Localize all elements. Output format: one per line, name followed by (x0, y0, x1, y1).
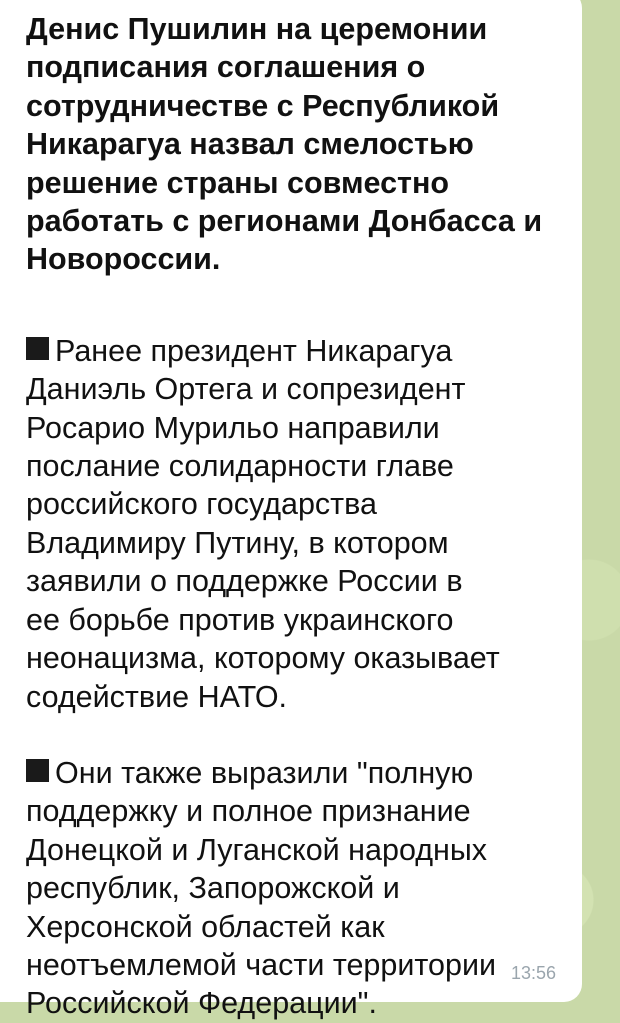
message-timestamp: 13:56 (510, 963, 556, 983)
paragraph-1-text: Ранее президент Никарагуа Даниэль Ортега и сопрезидент Росарио Мурильо направили послание солидарности главе российского государства Владимиру Путину, в котором заявили о поддержке России в ее борьбе против украинского неонацизма, которому оказывает содействие НАТО. (26, 333, 500, 714)
message-paragraph-1 (26, 332, 582, 716)
black-square-icon (26, 759, 49, 782)
message-headline: Денис Пушилин на церемонии подписания соглашения о сотрудничестве с Республикой Никарагуа назвал смелостью решение страны совместно работать с регионами Донбасса и Новороссии. (26, 12, 543, 277)
black-square-icon (26, 337, 49, 360)
paragraph-2-text: Они также выразили "полную поддержку и полное признание Донецкой и Луганской народных республик, Запорожской и Херсонской областей как неотъемлемой части территории Российской Федерации". (26, 755, 497, 1021)
message-paragraph-2 (26, 754, 582, 1023)
